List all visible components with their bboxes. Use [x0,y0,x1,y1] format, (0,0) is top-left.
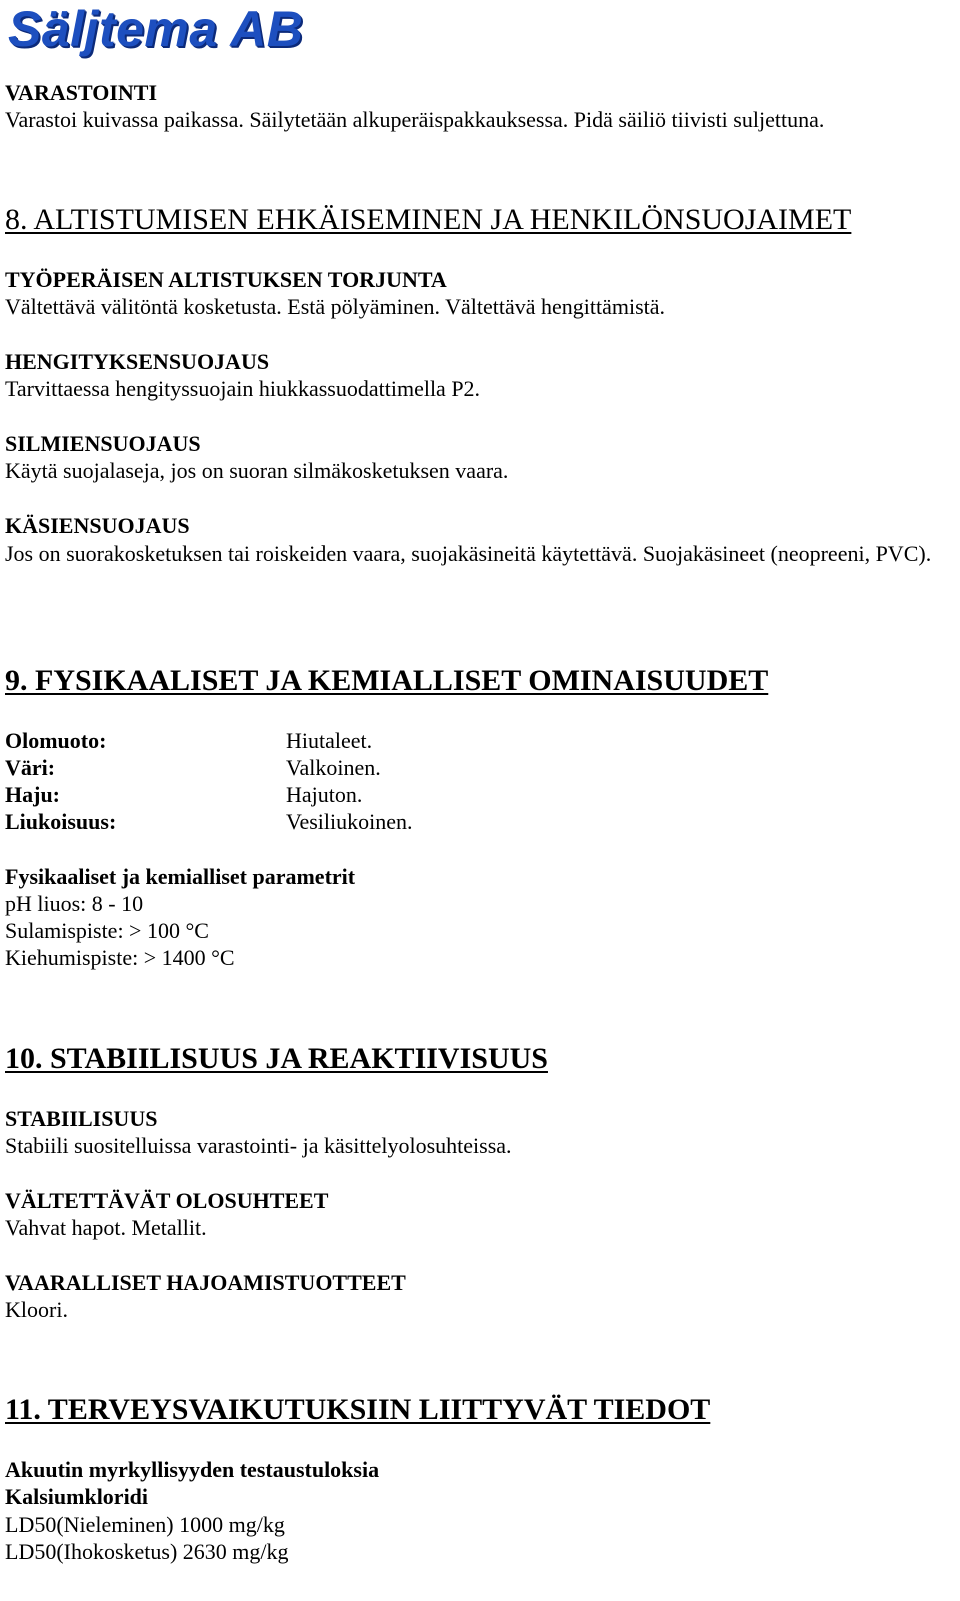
section-10-title: 10. STABIILISUUS JA REAKTIIVISUUS [5,1042,548,1075]
section-11-title: 11. TERVEYSVAIKUTUKSIIN LIITTYVÄT TIEDOT [5,1393,711,1426]
eye-protection-text: Käytä suojalaseja, jos on suoran silmäkosketuksen vaara. [5,458,509,483]
property-value: Hajuton. [286,782,363,807]
property-value: Vesiliukoinen. [286,809,413,834]
property-label: Liukoisuus: [5,809,117,834]
stability-text: Stabiili suositelluissa varastointi- ja käsittelyolosuhteissa. [5,1133,512,1158]
respiratory-text: Tarvittaessa hengityssuojain hiukkassuodattimella P2. [5,376,481,401]
ld50-dermal: LD50(Ihokosketus) 2630 mg/kg [5,1539,289,1564]
section-9-title: 9. FYSIKAALISET JA KEMIALLISET OMINAISUUDET [5,664,769,697]
hazardous-products-text: Kloori. [5,1297,68,1322]
property-label: Olomuoto: [5,728,107,753]
hazardous-products-heading: VAARALLISET HAJOAMISTUOTTEET [5,1270,406,1295]
conditions-to-avoid-heading: VÄLTETTÄVÄT OLOSUHTEET [5,1188,329,1213]
ld50-oral: LD50(Nieleminen) 1000 mg/kg [5,1512,285,1537]
section-8-title: 8. ALTISTUMISEN EHKÄISEMINEN JA HENKILÖNSUOJAIMET [5,203,852,236]
exposure-heading: TYÖPERÄISEN ALTISTUKSEN TORJUNTA [5,267,447,292]
hand-protection-text: Jos on suorakosketuksen tai roiskeiden vaara, suojakäsineitä käytettävä. Suojakäsineet (neopreeni, PVC). [5,541,932,566]
toxicity-heading: Akuutin myrkyllisyyden testaustuloksia [5,1457,380,1482]
property-value: Valkoinen. [286,755,381,780]
conditions-to-avoid-text: Vahvat hapot. Metallit. [5,1215,207,1240]
property-label: Haju: [5,782,60,807]
hand-protection-heading: KÄSIENSUOJAUS [5,513,190,538]
stability-heading: STABIILISUUS [5,1106,158,1131]
storage-text: Varastoi kuivassa paikassa. Säilytetään alkuperäispakkauksessa. Pidä säiliö tiivisti suljettuna. [5,107,825,132]
property-label: Väri: [5,755,56,780]
exposure-text: Vältettävä välitöntä kosketusta. Estä pölyäminen. Vältettävä hengittämistä. [5,294,666,319]
parameters-heading: Fysikaaliset ja kemialliset parametrit [5,864,356,889]
parameter-item: Kiehumispiste: > 1400 °C [5,945,235,970]
storage-heading: VARASTOINTI [5,80,158,105]
parameter-item: Sulamispiste: > 100 °C [5,918,209,943]
substance-name: Kalsiumkloridi [5,1484,149,1509]
company-logo: Säljtema AB [8,1,304,57]
eye-protection-heading: SILMIENSUOJAUS [5,431,201,456]
respiratory-heading: HENGITYKSENSUOJAUS [5,349,270,374]
parameter-item: pH liuos: 8 - 10 [5,891,144,916]
property-value: Hiutaleet. [286,728,373,753]
